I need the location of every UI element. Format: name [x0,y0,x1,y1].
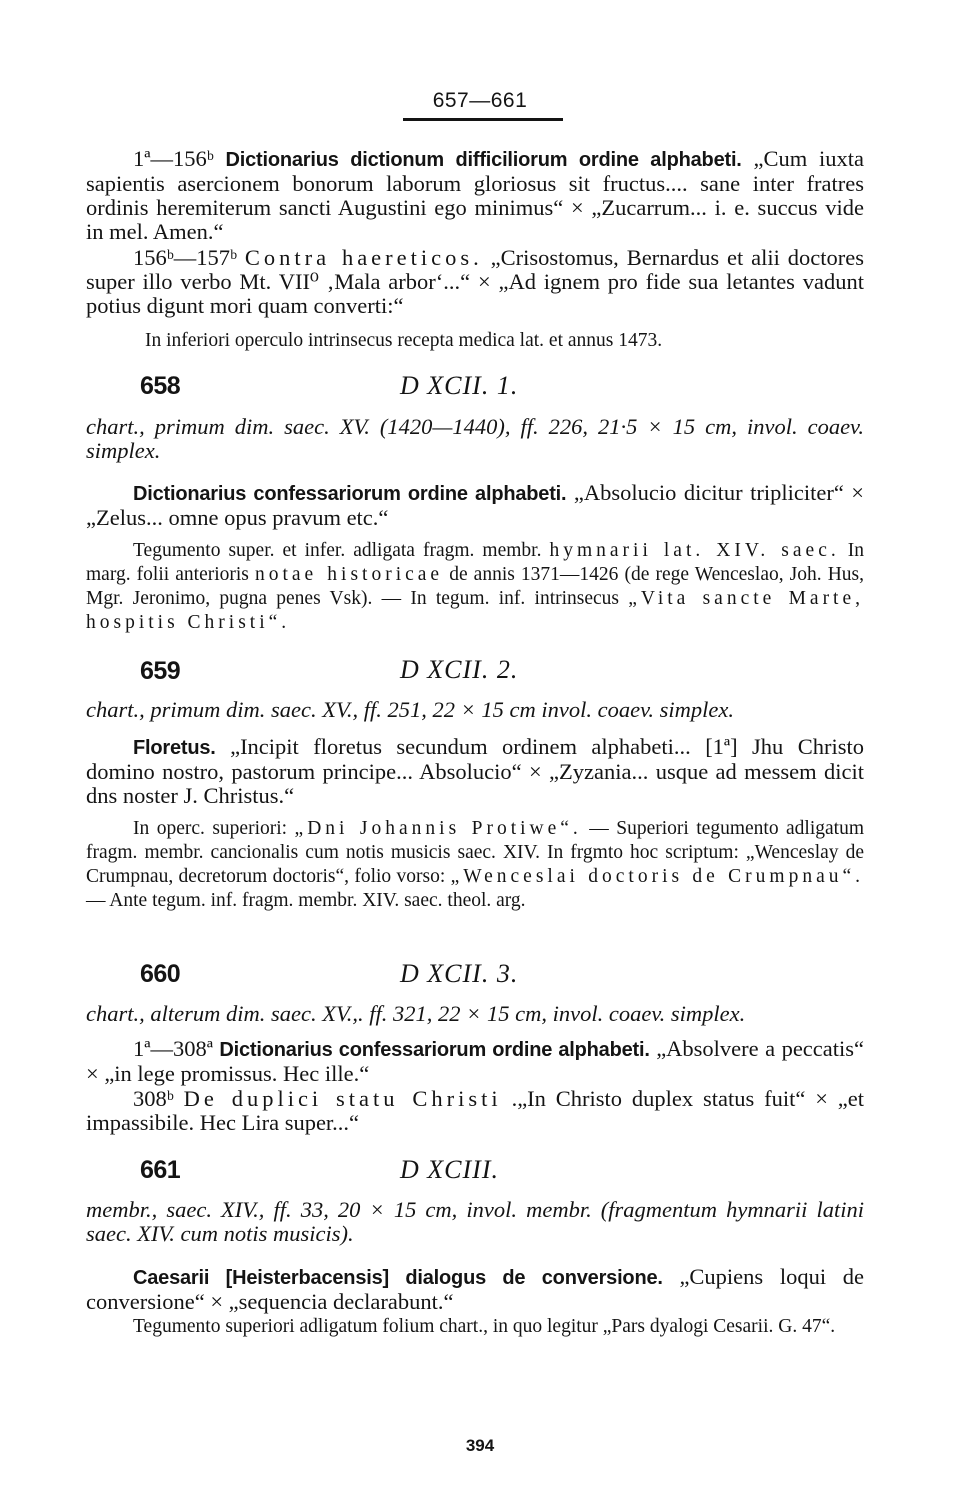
entry-660-item-1 [86,1037,864,1086]
physical-description: chart., primum dim. saec. XV., ff. 251, 22 × 15 cm invol. coaev. simplex. [86,697,734,722]
note-text: In operc. superiori: [133,818,288,839]
entry-658-note [86,539,864,635]
entry-number: 660 [140,960,181,988]
entry-657-item-1 [86,147,864,244]
entry-number: 659 [140,657,181,685]
entry-659-note [86,817,864,913]
work-title: Dictionarius confessariorum ordine alphabeti. [133,483,567,505]
note-text: — Ante tegum. inf. fragm. membr. XIV. saec. theol. arg. [86,890,526,911]
work-title: Dictionarius confessariorum ordine alphabeti. [219,1039,650,1061]
running-header: 657—661 [432,89,528,112]
incipit-explicit: „Cupiens loqui de conversione“ × „sequencia declarabunt.“ [86,1264,865,1314]
entry-number: 661 [140,1156,181,1184]
work-title: Floretus. [133,737,216,759]
work-title: Contra haereticos. [244,245,483,270]
note-text: In marg. folii anterioris [86,540,864,585]
physical-description: chart., primum dim. saec. XV. (1420—1440), ff. 226, 21·5 × 15 cm, invol. coaev. simplex. [86,414,864,463]
shelf-signature: D XCII. 3. [400,959,519,988]
incipit-explicit: „Cum iuxta sapientis asercionem bonorum laborum gloriosus sit fructus.... sane inter fratres ordinis heremiterum sancti Augustini ego minimus“ × „Zucarrum... i. e. succus vide in mel. Amen.“ [86,146,865,244]
shelf-signature: D XCII. 1. [400,371,519,400]
incipit-explicit: „Absolucio dicitur tripliciter“ × „Zelus... omne opus pravum etc.“ [86,480,864,530]
entry-number: 658 [140,372,181,400]
work-title: De duplici statu Christi [183,1086,502,1111]
entry-659-item [86,735,864,808]
entry-660-item-2 [86,1087,864,1135]
note-text: de annis 1371—1426 (de rege Wenceslao, Joh. Hus, Mgr. Jeronimo, pugna penes Vsk). — In tegum. inf. intrinsecus [86,564,865,609]
physical-description: membr., saec. XIV., ff. 33, 20 × 15 cm, invol. membr. (fragmentum hymnarii latini saec. XIV. cum notis musicis). [86,1197,864,1246]
note-spaced: notae historicae [254,564,444,585]
entry-657-item-2 [86,246,864,318]
note-spaced: „Wenceslai doctoris de Crumpnau“. [450,866,865,887]
entry-657-note: In inferiori operculo intrinsecus recepta medica lat. et annus 1473. [145,330,663,351]
page-number: 394 [465,1436,495,1455]
folio-range: 156ᵇ—157ᵇ [133,245,237,270]
note-text: Tegumento super. et infer. adligata fragm. membr. [133,540,542,561]
header-rule [403,118,563,121]
folio-range: 1ª—308ª [133,1036,213,1061]
shelf-signature: D XCII. 2. [400,655,519,684]
entry-658-item [86,481,864,530]
work-title: Caesarii [Heisterbacensis] dialogus de conversione. [133,1267,663,1289]
folio-range: 1ª—156ᵇ [133,146,214,171]
note-spaced: „Dni Johannis Protiwe“. [294,818,582,839]
shelf-signature: D XCIII. [400,1155,499,1184]
incipit-explicit: „Absolvere a peccatis“ × „in lege promissus. Hec ille.“ [86,1036,865,1086]
entry-661-note: Tegumento superiori adligatum folium chart., in quo legitur „Pars dyalogi Cesarii. G. 47“. [133,1316,836,1337]
note-spaced: „Vita sancte Marte, hospitis Christi“. [86,588,865,633]
incipit-explicit: „Incipit floretus secundum ordinem alphabeti... [1ª] Jhu Christo domino nostro, pastorum principe... Absolucio“ × „Zyzania... usque ad messem dicit dns noster J. Christus.“ [86,734,864,808]
work-title: Dictionarius dictionum difficiliorum ordine alphabeti. [225,149,742,171]
incipit-explicit: „Crisostomus, Bernardus et alii doctores super illo verbo Mt. VII⁰ ‚Mala arbor‘...“ × „Ad ignem pro fide sua letantes vadunt potius digunt mori quam converti:“ [86,245,865,318]
note-spaced: hymnarii lat. XIV. saec. [549,540,840,561]
physical-description: chart., alterum dim. saec. XV.,. ff. 321, 22 × 15 cm, invol. coaev. simplex. [86,1001,746,1026]
note-text: — Superiori tegumento adligatum fragm. membr. cancionalis cum notis musicis saec. XIV. In frgmto hoc scriptum: „Wenceslay de Crumpnau, decretorum doctoris“, folio vorso: [86,818,865,887]
folio-range: 308ᵇ [133,1086,174,1111]
incipit-explicit: .„In Christo duplex status fuit“ × „et impassibile. Hec Lira super...“ [86,1086,865,1135]
entry-661-item [86,1265,864,1314]
